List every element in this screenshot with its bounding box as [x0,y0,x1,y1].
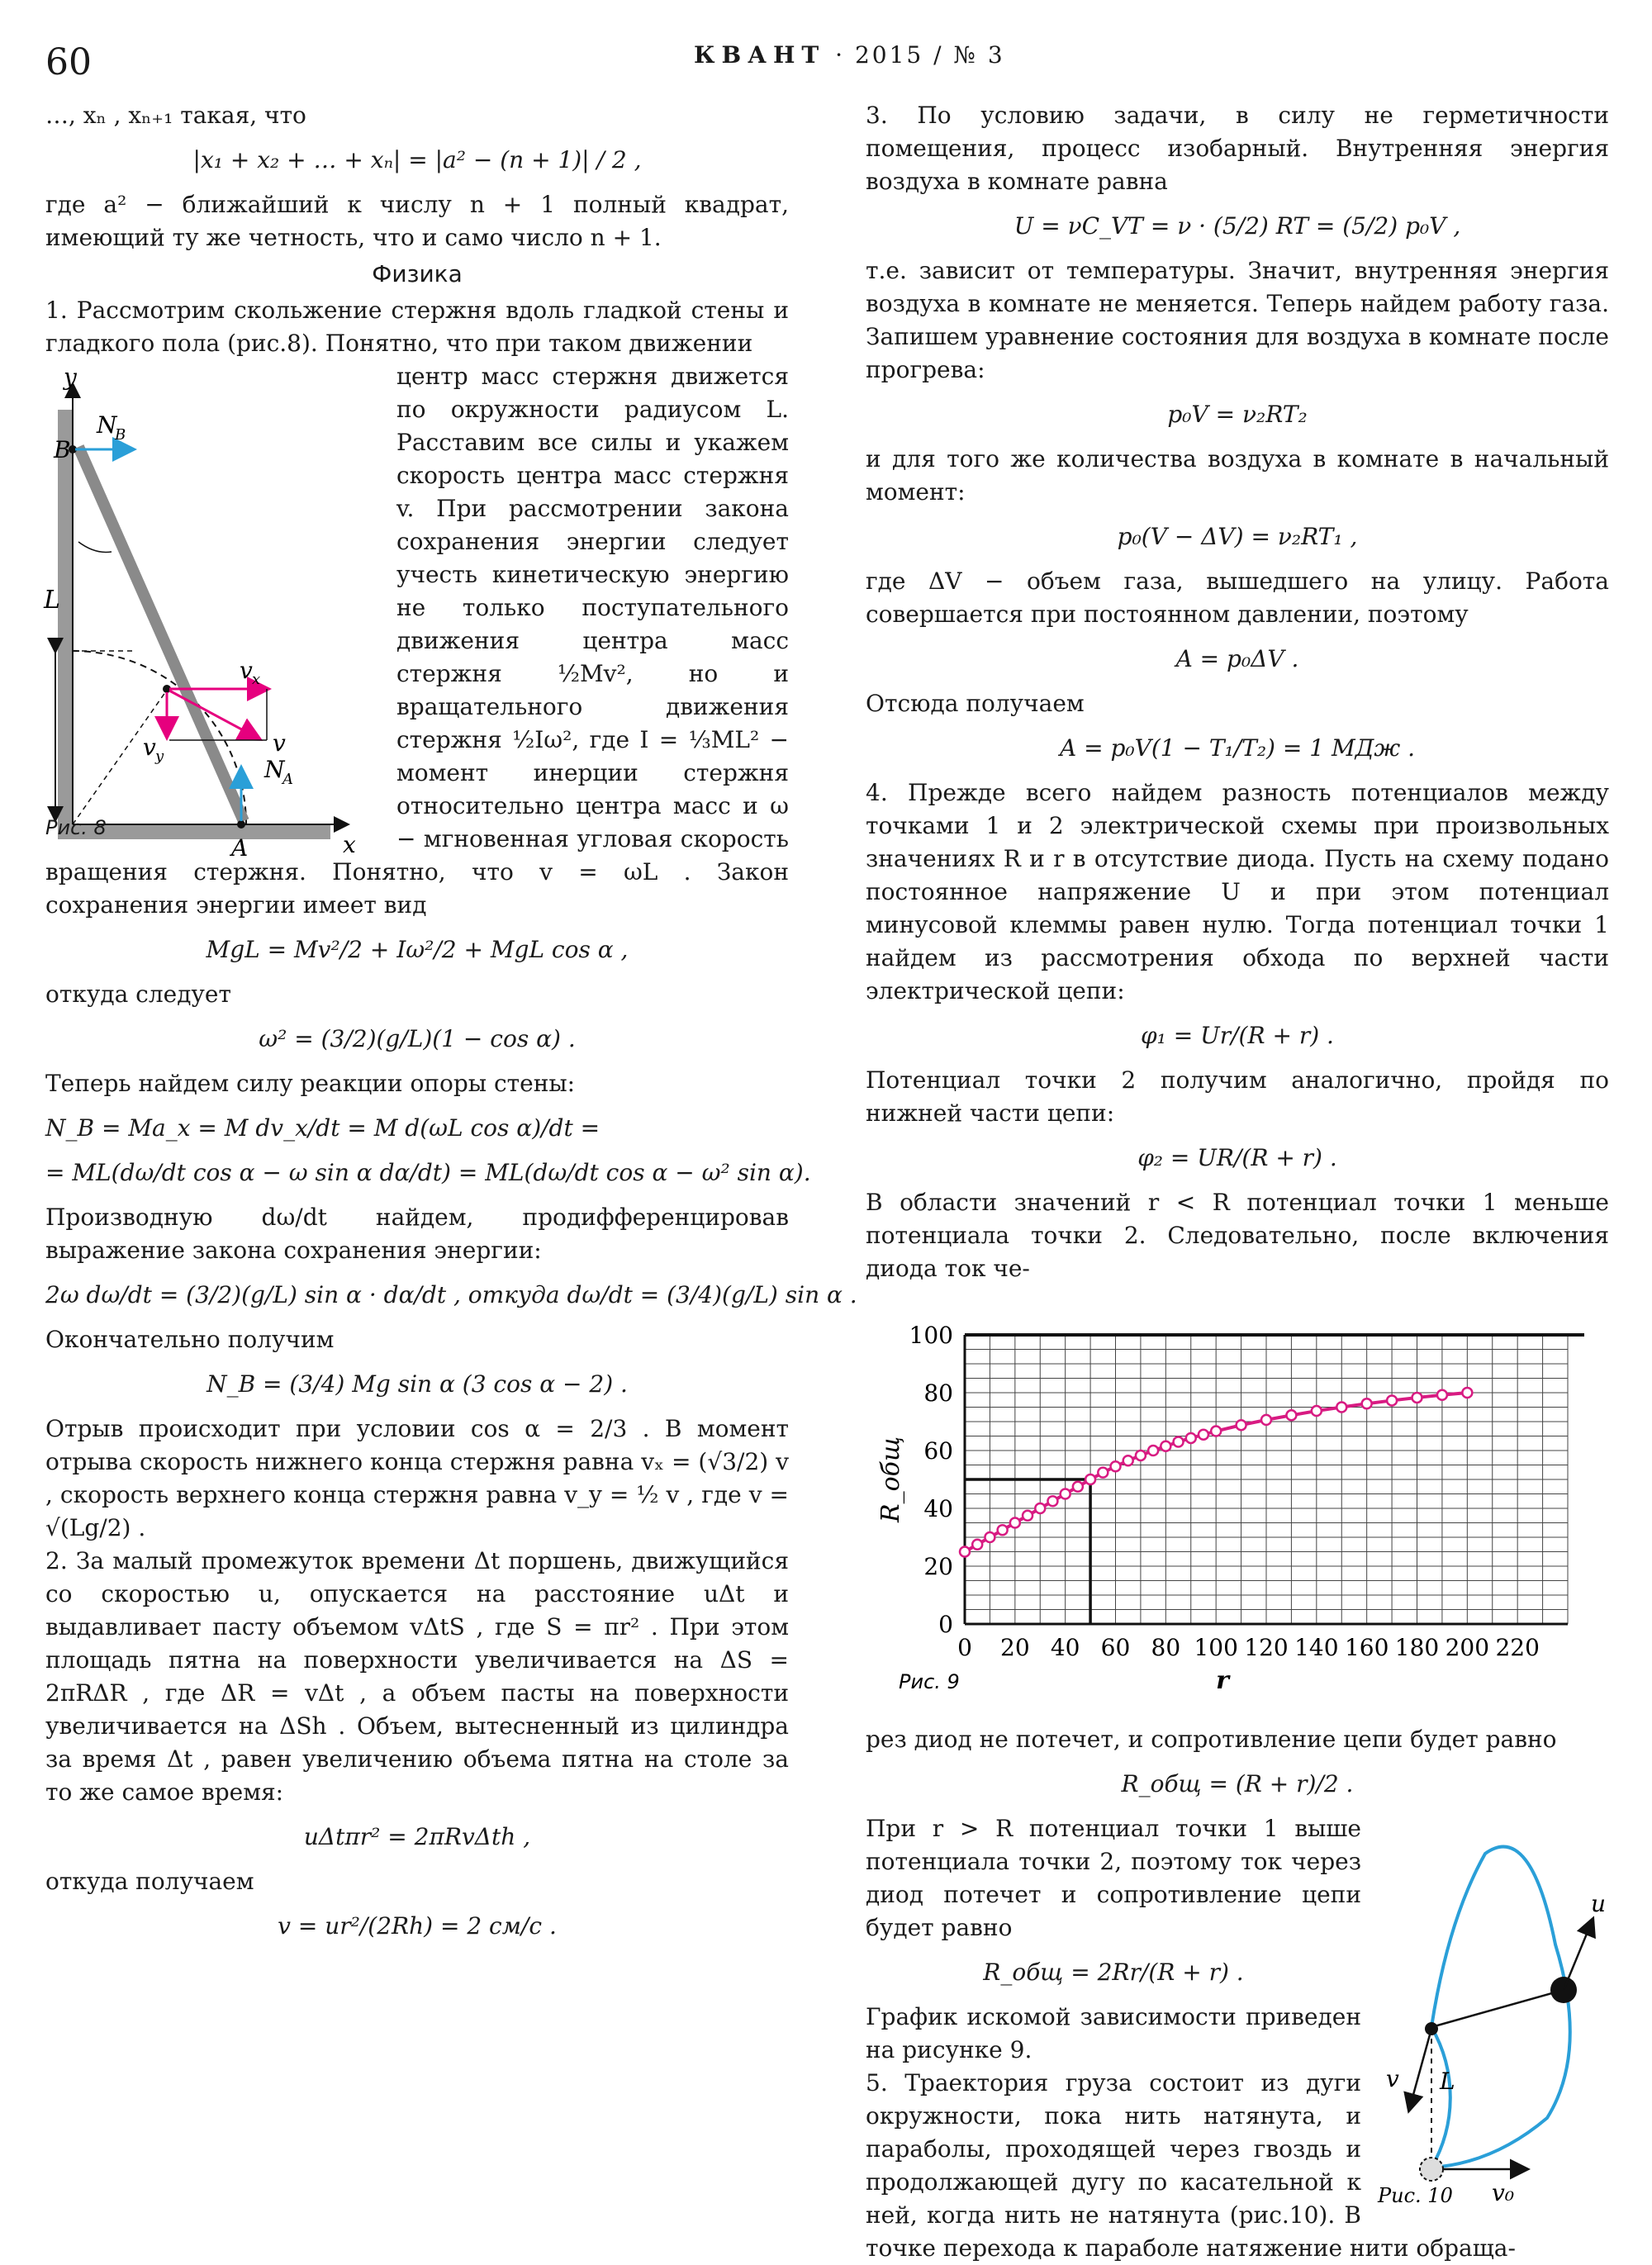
paragraph: и для того же количества воздуха в комнате в начальный момент: [866,445,1609,506]
data-point [1035,1503,1045,1513]
problem-1-text: 1. Рассмотрим скольжение стержня вдоль гладкой стены и гладкого пола (рис.8). Понятно, что при таком движении [45,297,789,357]
data-point [1174,1437,1184,1447]
equation: |x₁ + x₂ + … + xₙ| = |a² − (n + 1)| / 2 , [192,146,642,173]
data-point [1073,1482,1083,1492]
label-l: L [44,586,60,615]
data-point [1312,1406,1322,1416]
rod-diagram [44,360,388,862]
x-tick-label: 160 [1344,1634,1389,1661]
equation: uΔtπr² = 2πRvΔth , [303,1823,531,1850]
data-point [998,1525,1008,1535]
data-point [1061,1489,1070,1499]
x-tick-label: 0 [957,1634,972,1661]
string [1431,1990,1564,2027]
label-v: v [1386,2065,1399,2092]
figure-8 [44,360,388,862]
equation: φ₁ = Ur/(R + r) . [1141,1022,1334,1049]
paragraph: рез диод не потечет, и сопротивление цепи будет равно [866,1726,1557,1753]
data-point [1148,1446,1158,1455]
x-tick-label: 140 [1294,1634,1339,1661]
paragraph: В области значений r < R потенциал точки 1 меньше потенциала точки 2. Следовательно, после включения диода ток че- [866,1189,1609,1282]
journal-header [694,41,1005,69]
equation: N_B = (3/4) Mg sin α (3 cos α − 2) . [206,1370,628,1398]
data-point [1136,1451,1146,1460]
label-v0: v₀ [1492,2179,1515,2206]
data-point [1098,1468,1108,1478]
equation: A = p₀V(1 − T₁/T₂) = 1 МДж . [1059,734,1416,762]
label-na: N [264,756,285,783]
data-point [1047,1496,1057,1506]
right-column [866,99,1609,2265]
label-u: u [1591,1890,1607,1917]
data-point [1437,1390,1447,1400]
point-a [237,820,245,829]
equation: MgL = Mv²/2 + Iω²/2 + MgL cos α , [206,936,629,963]
x-tick-label: 200 [1445,1634,1490,1661]
equation: = ML(dω/dt cos α − ω sin α dα/dt) = ML(dω/dt cos α − ω² sin α). [45,1159,811,1186]
journal-title: КВАНТ [694,41,826,69]
data-point [1286,1410,1296,1420]
label-vx: v [240,657,253,684]
data-point [1010,1518,1020,1528]
paragraph: Теперь найдем силу реакции опоры стены: [45,1070,576,1097]
figure-10-caption: Рис. 10 [1378,2184,1453,2207]
equation: φ₂ = UR/(R + r) . [1137,1144,1337,1171]
problem-2-text: 2. За малый промежуток времени Δt поршень, движущийся со скоростью u, опускается на расстояние uΔt и выдавливает пасту объемом vΔtS , где S = πr² . При этом площадь пятна на поверхности увеличивается на ΔS = 2πRΔR , где ΔR = vΔt , а объем пасты на поверхности увеличивается на ΔSh . Объем, вытесненный из цилиндра за время Δt , равен увеличению объема пятна на столе за то же самое время: [45,1547,789,1806]
paragraph: …, xₙ , xₙ₊₁ такая, что [45,102,306,129]
paragraph: где a² − ближайший к числу n + 1 полный квадрат, имеющий ту же четность, что и само число n + 1. [45,191,789,251]
data-point [1199,1430,1208,1440]
data-point [985,1532,995,1542]
data-point [1186,1433,1196,1443]
label-a: A [231,834,249,862]
y-tick-label: 20 [923,1553,953,1580]
wall [58,410,73,839]
label-y: y [64,363,77,391]
tick-labels [909,1322,1540,1661]
paragraph: Производную dω/dt найдем, продифференцировав выражение закона сохранения энергии: [45,1204,789,1264]
figure-9-caption: Рис. 9 [899,1670,960,1693]
label-vx-sub: x [252,671,261,688]
data-point [1237,1420,1246,1430]
problem-5-text: 5. Траектория груза состоит из дуги окружности, пока нить натянута, и параболы, проходящей через гвоздь и продолжающей дугу по касательной к ней, когда нить не натянута (рис.10). В точке перехода к параболе натяжение нити обраща- [866,2069,1516,2262]
figure-9 [866,1310,1609,1707]
data-point [1123,1455,1133,1465]
com-arc [73,651,246,824]
y-tick-label: 60 [923,1437,953,1465]
label-nb: N [97,411,117,439]
data-point [1023,1511,1032,1521]
angle-arc [78,542,112,553]
equation: 2ω dω/dt = (3/2)(g/L) sin α · dα/dt , откуда dω/dt = (3/4)(g/L) sin α . [45,1281,857,1308]
trajectory-diagram [1370,1812,1609,2209]
left-column [44,99,857,1954]
paragraph: Окончательно получим [45,1326,335,1353]
label-nb-sub: B [115,426,126,444]
equation: ω² = (3/2)(g/L)(1 − cos α) . [259,1025,576,1052]
y-tick-label: 40 [923,1495,953,1522]
equation: U = νC_VT = ν · (5/2) RT = (5/2) p₀V , [1014,212,1461,240]
paragraph: откуда следует [45,981,231,1008]
equation: p₀(V − ΔV) = ν₂RT₁ , [1117,523,1358,550]
data-point [1362,1398,1372,1408]
paragraph: График искомой зависимости приведен на рисунке 9. [866,2003,1361,2063]
x-tick-label: 60 [1100,1634,1131,1661]
x-tick-label: 180 [1394,1634,1440,1661]
data-point [972,1540,982,1550]
label-na-sub: A [282,771,293,788]
paragraph: Потенциал точки 2 получим аналогично, пройдя по нижней части цепи: [866,1066,1609,1127]
data-point [1085,1474,1095,1484]
velocity-u-arrow [1564,1920,1593,1990]
label-vy-sub: y [155,748,164,765]
data-point [1462,1388,1472,1398]
paragraph: При r > R потенциал точки 1 выше потенциала точки 2, поэтому ток через диод потечет и сопротивление цепи будет равно [866,1815,1361,1941]
x-tick-label: 20 [1000,1634,1030,1661]
section-heading: Физика [372,260,463,287]
equation: R_общ = (R + r)/2 . [1121,1770,1354,1797]
velocity-v-arrow [1409,2029,1431,2110]
paragraph: где ΔV − объем газа, вышедшего на улицу. Работа совершается при постоянном давлении, поэтому [866,567,1609,628]
data-point [1387,1395,1397,1405]
equation: A = p₀ΔV . [1175,645,1299,672]
y-axis-label: R_общ [876,1436,905,1522]
paragraph: Отсюда получаем [866,690,1085,717]
y-tick-label: 80 [923,1379,953,1407]
resistance-chart [866,1310,1609,1707]
equation: p₀V = ν₂RT₂ [1167,401,1308,428]
page-number: 60 [45,41,92,83]
data-point [960,1547,970,1557]
x-tick-label: 220 [1495,1634,1540,1661]
x-tick-label: 100 [1194,1634,1238,1661]
data-point [1261,1415,1271,1425]
x-axis-label: r [1216,1666,1229,1695]
y-tick-label: 100 [909,1322,953,1349]
arc-path [1431,2027,1450,2168]
figure-10-wrap [866,1812,1609,2265]
data-point [1336,1403,1346,1413]
label-b: B [54,436,71,463]
equation: R_общ = 2Rr/(R + r) . [983,1959,1244,1986]
problem-3-text: 3. По условию задачи, в силу не герметичности помещения, процесс изобарный. Внутренняя энергия воздуха в комнате равна [866,102,1609,195]
paragraph: т.е. зависит от температуры. Значит, внутренняя энергия воздуха в комнате не меняется. Теперь найдем работу газа. Запишем уравнение состояния для воздуха в комнате после прогрева: [866,257,1609,383]
equation: N_B = Ma_x = M dv_x/dt = M d(ωL cos α)/dt = [45,1114,601,1142]
data-point [1412,1393,1422,1403]
problem-4-text: 4. Прежде всего найдем разность потенциалов между точками 1 и 2 электрической схемы при произвольных значениях R и r в отсутствие диода. Пусть на схему подано постоянное напряжение U и при этом потенциал минусовой клеммы равен нулю. Тогда потенциал точки 1 найдем из рассмотрения обхода по верхней части электрической цепи: [866,779,1609,1004]
rod [78,447,244,821]
label-v: v [273,729,286,757]
problem-1-text-cont: центр масс стержня движется по окружности радиусом L. Расставим все силы и укажем скорость центра масс стержня v. При рассмотрении закона сохранения энергии следует учесть кинетическую энергию не только поступательного движения центра масс стержня ½Mv², но и вращательного движения стержня ½Iω², где I = ⅓ML² − момент инерции стержня относительно центра масс и ω − мгновенная угловая скорость вращения стержня. Понятно, что v = ωL . Закон сохранения энергии имеет вид [45,363,789,919]
data-point [1111,1461,1121,1471]
paragraph: Отрыв происходит при условии cos α = 2/3 . В момент отрыва скорость нижнего конца стержня равна vₓ = (√3/2) v , скорость верхнего конца стержня равна v_y = ½ v , где v = √(Lg/2) . [45,1415,789,1541]
figure-8-wrap [45,360,789,922]
figure-10 [1370,1812,1609,2209]
label-l: L [1440,2068,1455,2095]
data-point [1211,1427,1221,1436]
start-position [1420,2158,1443,2181]
x-tick-label: 40 [1050,1634,1080,1661]
label-x: x [343,831,356,858]
data-point [1161,1441,1170,1451]
x-tick-label: 80 [1151,1634,1181,1661]
x-tick-label: 120 [1244,1634,1289,1661]
velocity-v-arrow [169,691,259,738]
figure-8-caption: Рис. 8 [45,816,107,839]
equation: v = ur²/(2Rh) = 2 см/с . [278,1912,557,1940]
journal-issue: · 2015 / № 3 [835,41,1005,69]
y-tick-label: 0 [938,1611,953,1638]
paragraph: откуда получаем [45,1868,254,1895]
label-vy: v [143,734,156,761]
